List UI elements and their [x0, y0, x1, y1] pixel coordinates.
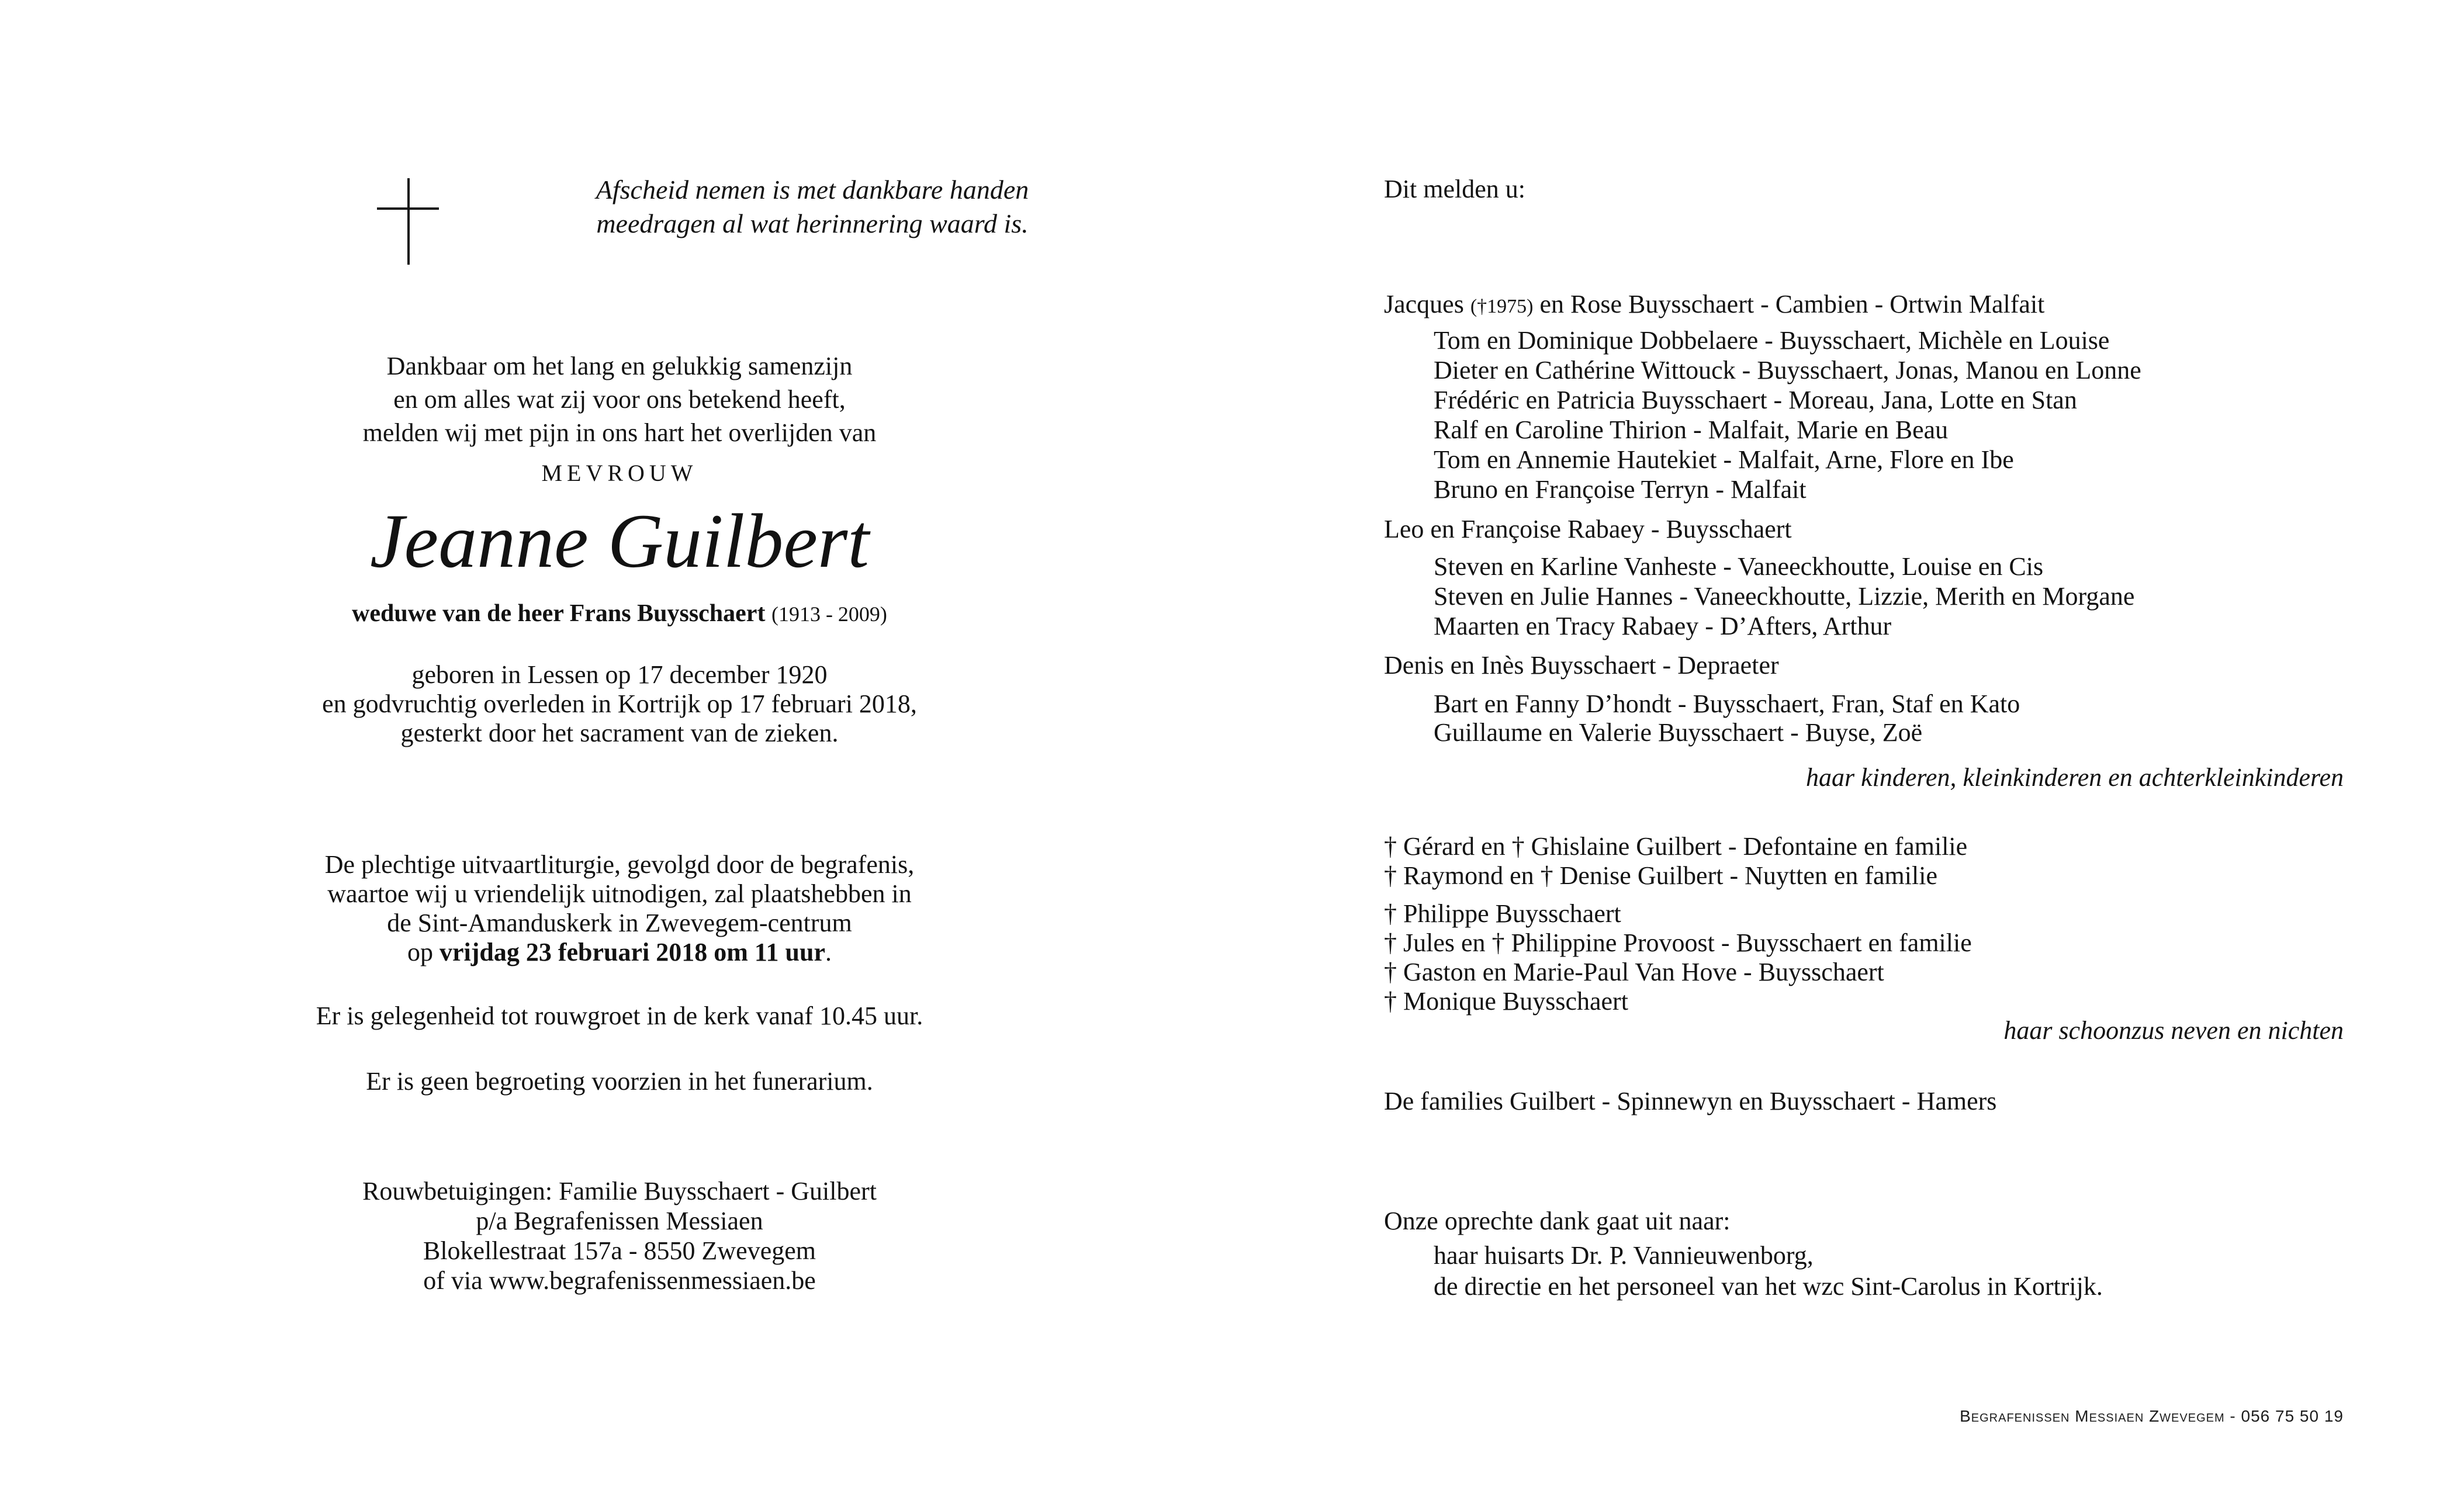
- family-member-line: Frédéric en Patricia Buysschaert - Moreau, Jana, Lotte en Stan: [1434, 386, 2077, 414]
- cross-vertical-bar: [407, 178, 410, 265]
- condolence-greeting-line: Er is gelegenheid tot rouwgroet in de kerk vanaf 10.45 uur.: [316, 1002, 923, 1030]
- family-member-line: Dieter en Cathérine Wittouck - Buysschaert, Jonas, Manou en Lonne: [1434, 356, 2141, 384]
- condolences-website: of via www.begrafenissenmessiaen.be: [423, 1266, 816, 1295]
- funeral-home-footer: Begrafenissen Messiaen Zwevegem - 056 75 50 19: [1960, 1407, 2344, 1425]
- quote-line-1: Afscheid nemen is met dankbare handen: [596, 175, 1029, 205]
- condolences-address: [199, 1176, 1040, 1295]
- birth-line: geboren in Lessen op 17 december 1920: [411, 660, 828, 689]
- inlaws-relation-note: haar schoonzus neven en nichten: [2003, 1016, 2344, 1045]
- cross-horizontal-bar: [377, 207, 439, 210]
- death-line: en godvruchtig overleden in Kortrijk op 17 februari 2018,: [322, 689, 917, 718]
- widow-of-text: weduwe van de heer Frans Buysschaert: [352, 600, 766, 627]
- cross-icon: [377, 178, 439, 265]
- family-member-line: Maarten en Tracy Rabaey - D’Afters, Arthur: [1434, 612, 1892, 640]
- spouse-years: (1913 - 2009): [771, 602, 887, 626]
- memorial-quote: [555, 173, 1070, 241]
- deceased-relatives-group-2: [1384, 899, 2378, 1016]
- service-date-prefix: op: [407, 938, 439, 966]
- family-group-3-children: [1384, 689, 2427, 747]
- family-group-1-parent: [1384, 289, 2378, 319]
- deceased-relative-line: † Raymond en † Denise Guilbert - Nuytten en familie: [1384, 861, 1937, 890]
- thanks-lines: [1384, 1240, 2427, 1302]
- intro-line-1: Dankbaar om het lang en gelukkig samenzijn: [386, 352, 853, 380]
- deceased-relative-line: † Jules en † Philippine Provoost - Buysschaert en familie: [1384, 928, 1972, 957]
- family-member-line: Tom en Dominique Dobbelaere - Buysschaert, Michèle en Louise: [1434, 326, 2110, 355]
- family-member-line: Guillaume en Valerie Buysschaert - Buyse, Zoë: [1434, 718, 1923, 747]
- thanks-staff-line: de directie en het personeel van het wzc Sint-Carolus in Kortrijk.: [1434, 1272, 2103, 1301]
- family-group-2-parent: Leo en Françoise Rabaey - Buysschaert: [1384, 515, 1792, 543]
- intro-line-2: en om alles wat zij voor ons betekend heeft,: [393, 385, 846, 414]
- condolences-line-3: Blokellestraat 157a - 8550 Zwevegem: [423, 1236, 816, 1265]
- family-member-line: Bruno en Françoise Terryn - Malfait: [1434, 475, 1807, 504]
- widow-line: [199, 600, 1040, 628]
- family-group-1-children: [1384, 325, 2427, 504]
- service-line-3: de Sint-Amanduskerk in Zwevegem-centrum: [387, 909, 852, 937]
- thanks-doctor-line: haar huisarts Dr. P. Vannieuwenborg,: [1434, 1241, 1814, 1270]
- thanks-header: Onze oprechte dank gaat uit naar:: [1384, 1207, 1731, 1235]
- condolences-line-2: p/a Begrafenissen Messiaen: [476, 1207, 763, 1235]
- deceased-relative-line: † Philippe Buysschaert: [1384, 899, 1621, 928]
- family-member-line: Steven en Karline Vanheste - Vaneeckhoutte, Louise en Cis: [1434, 552, 2044, 581]
- family-member-line: Ralf en Caroline Thirion - Malfait, Marie en Beau: [1434, 415, 1949, 444]
- deceased-name: Jeanne Guilbert: [369, 498, 870, 584]
- funerarium-line: Er is geen begroeting voorzien in het funerarium.: [366, 1067, 873, 1096]
- family-group-2-children: [1384, 552, 2427, 641]
- family-group-3-parent: Denis en Inès Buysschaert - Depraeter: [1384, 651, 1779, 680]
- quote-line-2: meedragen al wat herinnering waard is.: [596, 209, 1029, 238]
- family-member-line: Steven en Julie Hannes - Vaneeckhoutte, Lizzie, Merith en Morgane: [1434, 582, 2135, 611]
- deceased-relative-line: † Gérard en † Ghislaine Guilbert - Defontaine en familie: [1384, 832, 1968, 861]
- intro-line-3: melden wij met pijn in ons hart het overlijden van: [362, 418, 877, 447]
- announcement-header: Dit melden u:: [1384, 175, 1525, 203]
- deceased-relative-line: † Gaston en Marie-Paul Van Hove - Buysschaert: [1384, 958, 1884, 986]
- condolences-line-1: Rouwbetuigingen: Familie Buysschaert - Guilbert: [362, 1177, 877, 1205]
- group1-parent-pre: Jacques: [1384, 290, 1470, 318]
- life-dates: [199, 660, 1040, 748]
- service-date: vrijdag 23 februari 2018 om 11 uur: [439, 938, 825, 966]
- children-relation-note: haar kinderen, kleinkinderen en achterkleinkinderen: [1806, 763, 2344, 792]
- service-date-suffix: .: [825, 938, 832, 966]
- service-date-line: [199, 938, 1040, 967]
- salutation: MEVROUW: [541, 460, 698, 486]
- funeral-service-info: [199, 850, 1040, 967]
- families-line: De families Guilbert - Spinnewyn en Buysschaert - Hamers: [1384, 1087, 1997, 1115]
- group1-parent-post: en Rose Buysschaert - Cambien - Ortwin Malfait: [1533, 290, 2045, 318]
- deceased-relatives-group-1: [1384, 832, 2378, 890]
- group1-death-year: (†1975): [1470, 296, 1534, 317]
- family-member-line: Tom en Annemie Hautekiet - Malfait, Arne, Flore en Ibe: [1434, 445, 2014, 474]
- service-line-1: De plechtige uitvaartliturgie, gevolgd door de begrafenis,: [324, 850, 915, 879]
- family-member-line: Bart en Fanny D’hondt - Buysschaert, Fran, Staf en Kato: [1434, 689, 2020, 718]
- service-line-2: waartoe wij u vriendelijk uitnodigen, zal plaatshebben in: [327, 879, 912, 908]
- deceased-relative-line: † Monique Buysschaert: [1384, 987, 1628, 1016]
- announcement-intro: [199, 349, 1040, 449]
- sacrament-line: gesterkt door het sacrament van de zieken.: [400, 719, 839, 747]
